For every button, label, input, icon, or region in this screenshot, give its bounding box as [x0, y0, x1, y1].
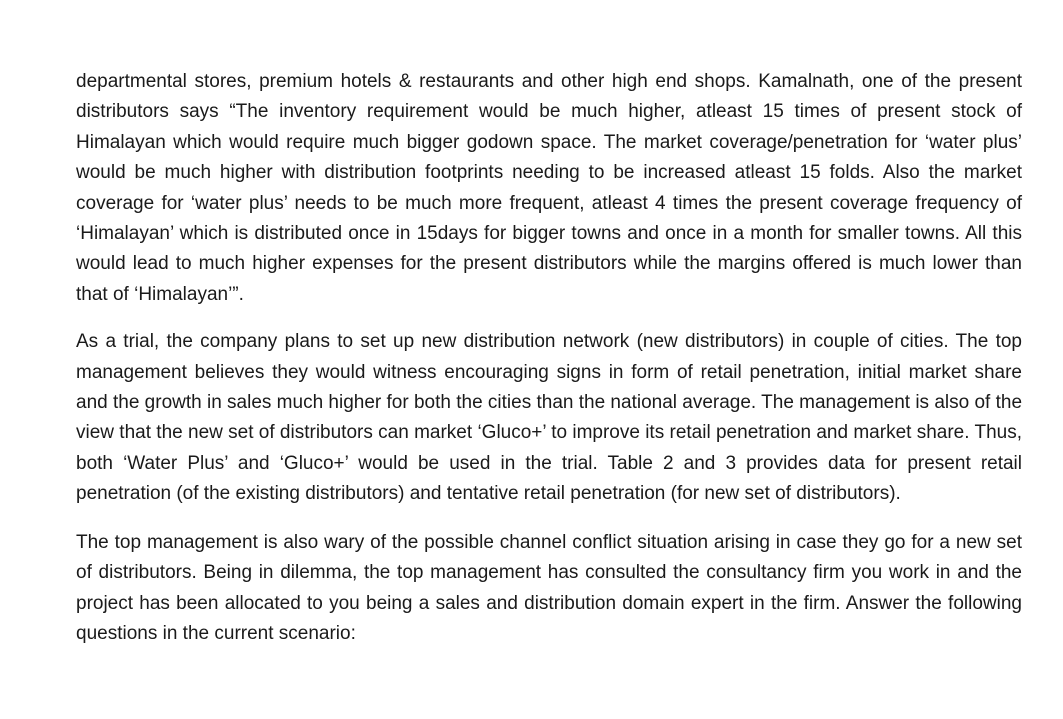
paragraph-channel-conflict: The top management is also wary of the possible channel conflict situation arising in case they go for a new set of distributors. Being in dilemma, the top management has consulted the consultancy firm you work in and the project has been allocated to you being a sales and distribution domain expert in the firm. Answer the following questions in the current scenario:	[76, 531, 1022, 644]
document-page	[76, 67, 1022, 649]
paragraph-trial-plan: As a trial, the company plans to set up new distribution network (new distributors) in couple of cities. The top management believes they would witness encouraging signs in form of retail penetration, initial market share and the growth in sales much higher for both the cities than the national average. The management is also of the view that the new set of distributors can market ‘Gluco+’ to improve its retail penetration and market share. Thus, both ‘Water Plus’ and ‘Gluco+’ would be used in the trial. Table 2 and 3 provides data for present retail penetration (of the existing distributors) and tentative retail penetration (for new set of distributors).	[76, 331, 1023, 505]
paragraph-distributor-concerns: departmental stores, premium hotels & restaurants and other high end shops. Kamalnath, one of the present distributors says “The inventory requirement would be much higher, atleast 15 times of present stock of Himalayan which would require much bigger godown space. The market coverage/penetration for ‘water plus’ would be much higher with distribution footprints needing to be increased atleast 15 folds. Also the market coverage for ‘water plus’ needs to be much more frequent, atleast 4 times the present coverage frequency of ‘Himalayan’ which is distributed once in 15days for bigger towns and once in a month for smaller towns. All this would lead to much higher expenses for the present distributors while the margins offered is much lower than that of ‘Himalayan’”.	[76, 71, 1022, 305]
